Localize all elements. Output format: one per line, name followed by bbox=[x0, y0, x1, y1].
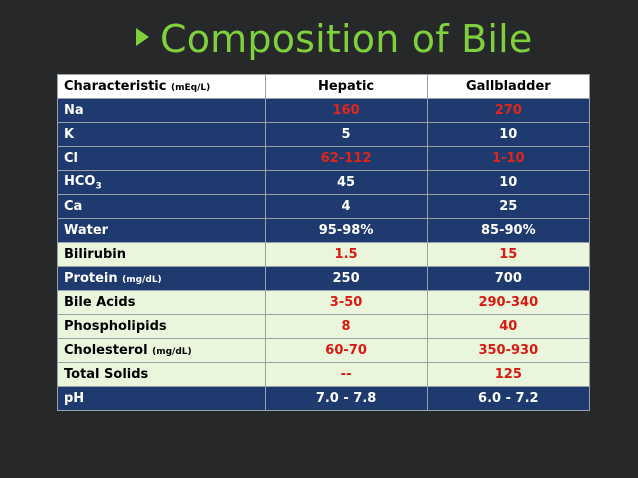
row-gallbladder: 10 bbox=[427, 171, 589, 195]
row-name bbox=[58, 171, 266, 195]
row-gallbladder: 25 bbox=[427, 195, 589, 219]
table-row bbox=[58, 267, 590, 291]
row-hepatic: 4 bbox=[265, 195, 427, 219]
header-characteristic bbox=[58, 75, 266, 99]
header-unit: (mEq/L) bbox=[171, 83, 211, 93]
row-name-subscript: 3 bbox=[95, 181, 102, 192]
table-row bbox=[58, 387, 590, 411]
table-header-row bbox=[58, 75, 590, 99]
row-name-text: Cholesterol bbox=[64, 343, 148, 358]
row-hepatic: 160 bbox=[265, 99, 427, 123]
row-hepatic: -- bbox=[265, 363, 427, 387]
table-row bbox=[58, 363, 590, 387]
table-row bbox=[58, 171, 590, 195]
row-gallbladder: 10 bbox=[427, 123, 589, 147]
row-hepatic: 60-70 bbox=[265, 339, 427, 363]
row-unit: (mg/dL) bbox=[152, 347, 192, 357]
row-name: Bilirubin bbox=[58, 243, 266, 267]
table-row bbox=[58, 291, 590, 315]
row-hepatic: 3-50 bbox=[265, 291, 427, 315]
row-hepatic: 95-98% bbox=[265, 219, 427, 243]
row-gallbladder: 290-340 bbox=[427, 291, 589, 315]
row-gallbladder: 15 bbox=[427, 243, 589, 267]
row-name: pH bbox=[58, 387, 266, 411]
row-name: Phospholipids bbox=[58, 315, 266, 339]
row-gallbladder: 85-90% bbox=[427, 219, 589, 243]
row-name-text: HCO bbox=[64, 173, 96, 189]
table-row bbox=[58, 99, 590, 123]
table-row bbox=[58, 243, 590, 267]
row-hepatic: 62-112 bbox=[265, 147, 427, 171]
row-unit: (mg/dL) bbox=[122, 275, 162, 285]
row-hepatic: 8 bbox=[265, 315, 427, 339]
header-hepatic: Hepatic bbox=[265, 75, 427, 99]
row-hepatic: 5 bbox=[265, 123, 427, 147]
table-row bbox=[58, 219, 590, 243]
row-hepatic: 7.0 - 7.8 bbox=[265, 387, 427, 411]
header-gallbladder: Gallbladder bbox=[427, 75, 589, 99]
table-row bbox=[58, 339, 590, 363]
row-hepatic: 250 bbox=[265, 267, 427, 291]
row-gallbladder: 40 bbox=[427, 315, 589, 339]
table-row bbox=[58, 147, 590, 171]
slide-title: Composition of Bile bbox=[160, 17, 533, 61]
row-gallbladder: 125 bbox=[427, 363, 589, 387]
row-name: Total Solids bbox=[58, 363, 266, 387]
row-name: Na bbox=[58, 99, 266, 123]
row-hepatic: 1.5 bbox=[265, 243, 427, 267]
row-name-text: Protein bbox=[64, 271, 118, 286]
table-row bbox=[58, 195, 590, 219]
row-name: K bbox=[58, 123, 266, 147]
row-name: Bile Acids bbox=[58, 291, 266, 315]
row-gallbladder: 6.0 - 7.2 bbox=[427, 387, 589, 411]
row-name: Cl bbox=[58, 147, 266, 171]
header-characteristic-label: Characteristic bbox=[64, 79, 167, 94]
bullet-arrow-icon bbox=[136, 28, 149, 46]
bile-composition-table bbox=[57, 74, 590, 411]
table-row bbox=[58, 123, 590, 147]
row-gallbladder: 350-930 bbox=[427, 339, 589, 363]
row-gallbladder: 1-10 bbox=[427, 147, 589, 171]
row-gallbladder: 270 bbox=[427, 99, 589, 123]
row-name bbox=[58, 267, 266, 291]
row-name bbox=[58, 339, 266, 363]
row-name: Ca bbox=[58, 195, 266, 219]
row-hepatic: 45 bbox=[265, 171, 427, 195]
table-row bbox=[58, 315, 590, 339]
row-name: Water bbox=[58, 219, 266, 243]
row-gallbladder: 700 bbox=[427, 267, 589, 291]
